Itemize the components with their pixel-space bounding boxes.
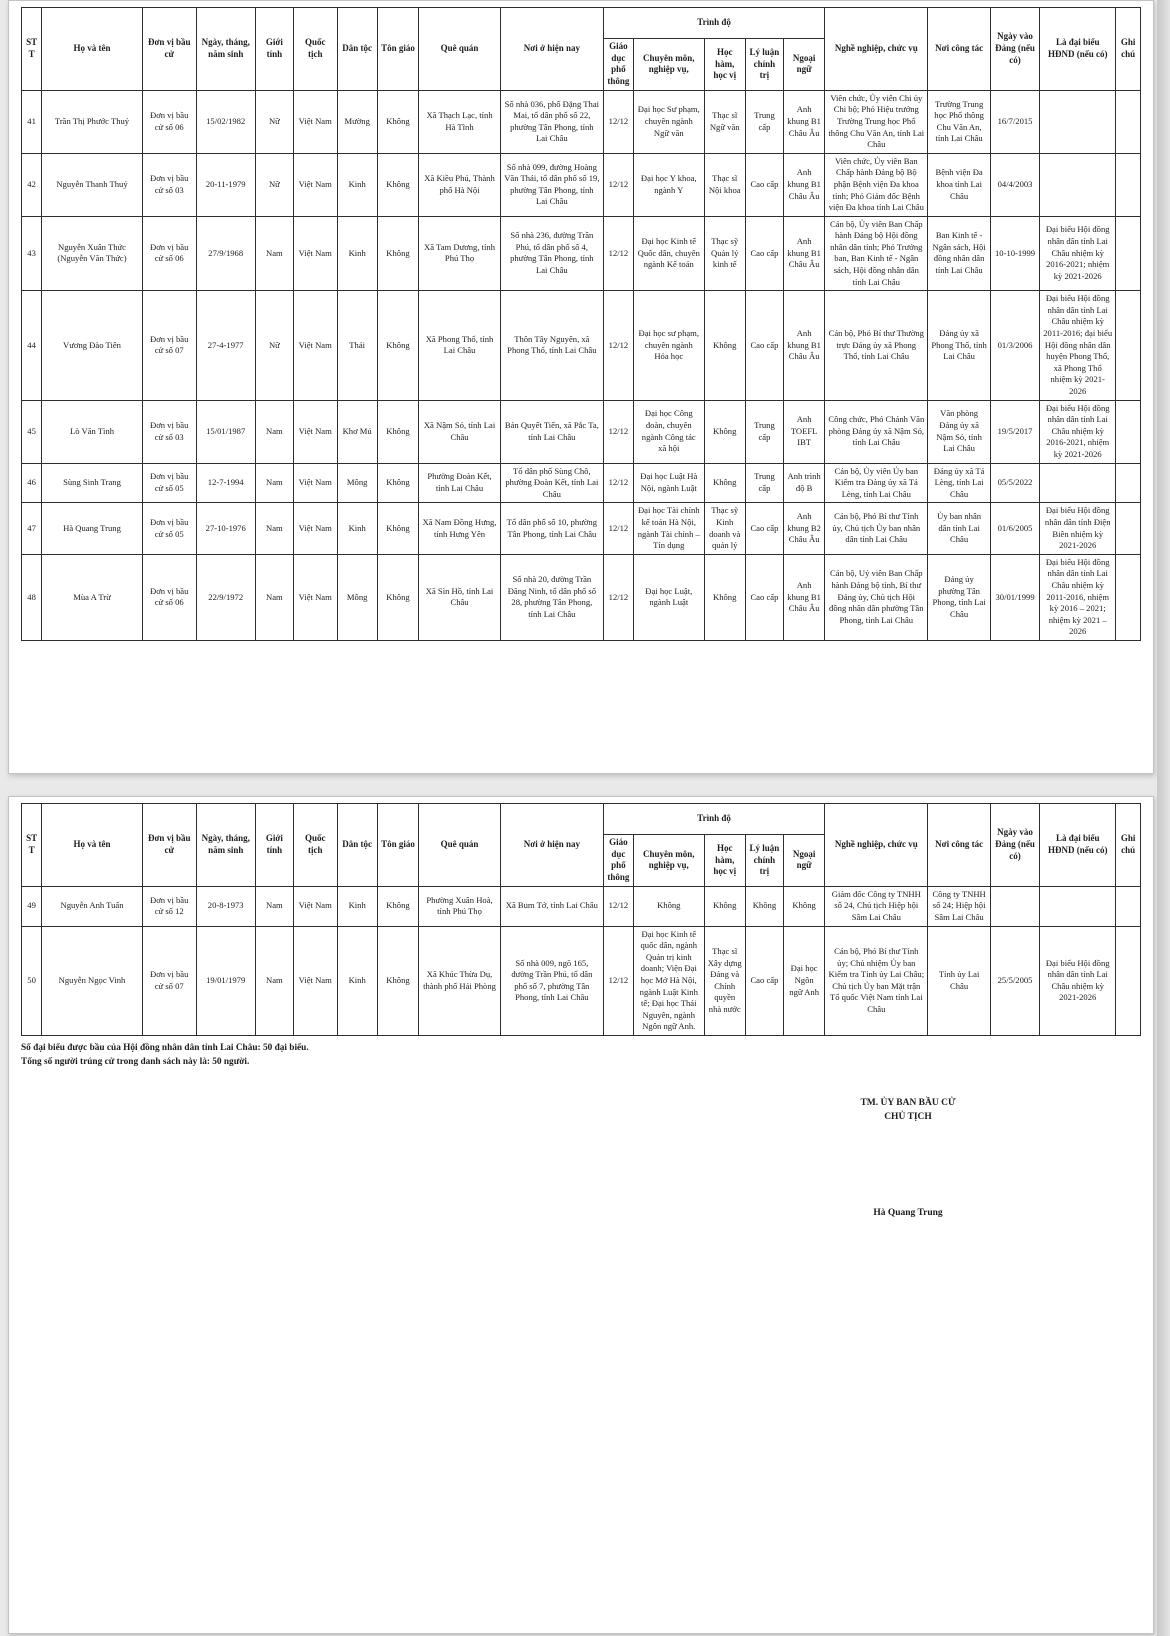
header-hometown: Quê quán	[419, 8, 501, 91]
cell-party-date: 30/01/1999	[990, 554, 1039, 640]
cell-stt: 46	[22, 463, 42, 503]
cell-politics: Trung cấp	[745, 463, 783, 503]
cell-workplace: Đảng ủy xã Tả Lèng, tỉnh Lai Châu	[928, 463, 991, 503]
cell-gender: Nam	[255, 400, 293, 463]
cell-delegate: Đại biểu Hội đồng nhân dân tỉnh Lai Châu nhiệm kỳ 2021-2026	[1040, 926, 1116, 1035]
cell-professional: Đại học Tài chính kế toán Hà Nội, ngành Tài chính – Tín dụng	[634, 503, 704, 554]
header-edu: Giáo dục phổ thông	[603, 835, 633, 887]
cell-party-date: 05/5/2022	[990, 463, 1039, 503]
header-name: Họ và tên	[42, 8, 143, 91]
cell-party-date: 16/7/2015	[990, 90, 1039, 153]
cell-workplace: Tỉnh ủy Lai Châu	[928, 926, 991, 1035]
cell-degree: Thạc sĩ Ngữ văn	[704, 90, 745, 153]
cell-nationality: Việt Nam	[293, 554, 337, 640]
cell-unit: Đơn vị bầu cử số 03	[142, 400, 196, 463]
page-1	[8, 0, 1154, 774]
cell-language: Anh khung B2 Châu Âu	[783, 503, 824, 554]
table-row	[22, 291, 1141, 400]
header-language: Ngoại ngữ	[783, 835, 824, 887]
cell-delegate: Đại biểu Hội đồng nhân dân tỉnh Điện Biên nhiệm kỳ 2021-2026	[1040, 503, 1116, 554]
cell-ethnicity: Kinh	[337, 926, 377, 1035]
cell-degree: Thạc sĩ Nội khoa	[704, 153, 745, 216]
cell-unit: Đơn vị bầu cử số 07	[142, 926, 196, 1035]
cell-note	[1116, 503, 1141, 554]
header-dob: Ngày, tháng, năm sinh	[196, 804, 255, 887]
header-professional: Chuyên môn, nghiệp vụ,	[634, 39, 704, 91]
cell-edu: 12/12	[603, 153, 633, 216]
cell-gender: Nam	[255, 503, 293, 554]
cell-professional: Đại học Công đoàn, chuyên ngành Công tác xã hội	[634, 400, 704, 463]
header-edu: Giáo dục phổ thông	[603, 39, 633, 91]
header-occupation: Nghề nghiệp, chức vụ	[825, 804, 928, 887]
header-dob: Ngày, tháng, năm sinh	[196, 8, 255, 91]
cell-hometown: Xã Nam Đồng Hưng, tỉnh Hưng Yên	[419, 503, 501, 554]
cell-name: Lò Văn Tình	[42, 400, 143, 463]
cell-gender: Nữ	[255, 90, 293, 153]
cell-occupation: Viên chức, Ủy viên Chi ủy Chi bộ; Phó Hiệu trưởng Trường Trung học Phổ thông Chu Văn An, tỉnh Lai Châu	[825, 90, 928, 153]
cell-nationality: Việt Nam	[293, 153, 337, 216]
cell-ethnicity: Mường	[337, 90, 377, 153]
cell-nationality: Việt Nam	[293, 886, 337, 926]
cell-politics: Trung cấp	[745, 90, 783, 153]
header-politics: Lý luận chính trị	[745, 39, 783, 91]
cell-note	[1116, 291, 1141, 400]
cell-unit: Đơn vị bầu cử số 05	[142, 503, 196, 554]
cell-workplace: Trường Trung học Phổ thông Chu Văn An, tỉnh Lai Châu	[928, 90, 991, 153]
cell-note	[1116, 216, 1141, 291]
cell-edu: 12/12	[603, 216, 633, 291]
cell-occupation: Cán bộ, Phó Bí thư Tỉnh ủy, Chủ tịch Ủy ban nhân dân tỉnh Lai Châu	[825, 503, 928, 554]
header-politics: Lý luận chính trị	[745, 835, 783, 887]
cell-ethnicity: Kinh	[337, 503, 377, 554]
cell-stt: 43	[22, 216, 42, 291]
cell-dob: 27/9/1968	[196, 216, 255, 291]
cell-hometown: Phường Đoàn Kết, tỉnh Lai Châu	[419, 463, 501, 503]
header-note: Ghi chú	[1116, 804, 1141, 887]
cell-hometown: Xã Khúc Thừa Dụ, thành phố Hải Phòng	[419, 926, 501, 1035]
table-row	[22, 926, 1141, 1035]
cell-nationality: Việt Nam	[293, 291, 337, 400]
cell-language: Anh TOEFL IBT	[783, 400, 824, 463]
cell-party-date: 01/6/2005	[990, 503, 1039, 554]
cell-language: Anh khung B1 Châu Âu	[783, 554, 824, 640]
cell-dob: 27-10-1976	[196, 503, 255, 554]
cell-unit: Đơn vị bầu cử số 03	[142, 153, 196, 216]
cell-residence: Số nhà 236, đường Trần Phú, tổ dân phố số 4, phường Tân Phong, tỉnh Lai Châu	[500, 216, 603, 291]
cell-religion: Không	[377, 291, 418, 400]
cell-gender: Nam	[255, 463, 293, 503]
header-religion: Tôn giáo	[377, 804, 418, 887]
cell-ethnicity: Thái	[337, 291, 377, 400]
header-qualification-group: Trình độ	[603, 8, 825, 39]
cell-professional: Đại học Kinh tế quốc dân, ngành Quản trị kinh doanh; Viện Đại học Mở Hà Nội, ngành Luật Kinh tế; Đại học Thái Nguyên, ngành Ngôn ngữ Anh.	[634, 926, 704, 1035]
cell-professional: Không	[634, 886, 704, 926]
cell-gender: Nam	[255, 886, 293, 926]
cell-ethnicity: Mông	[337, 554, 377, 640]
cell-politics: Trung cấp	[745, 400, 783, 463]
cell-occupation: Công chức, Phó Chánh Văn phòng Đảng ủy xã Nậm Sỏ, tỉnh Lai Châu	[825, 400, 928, 463]
cell-note	[1116, 886, 1141, 926]
cell-name: Vương Đào Tiên	[42, 291, 143, 400]
cell-degree: Không	[704, 463, 745, 503]
cell-stt: 42	[22, 153, 42, 216]
cell-stt: 45	[22, 400, 42, 463]
cell-stt: 47	[22, 503, 42, 554]
cell-note	[1116, 926, 1141, 1035]
header-nationality: Quốc tịch	[293, 8, 337, 91]
cell-edu: 12/12	[603, 503, 633, 554]
cell-professional: Đại học Sư phạm, chuyên ngành Ngữ văn	[634, 90, 704, 153]
cell-language: Anh khung B1 Châu Âu	[783, 291, 824, 400]
header-occupation: Nghề nghiệp, chức vụ	[825, 8, 928, 91]
cell-ethnicity: Kinh	[337, 216, 377, 291]
cell-residence: Tổ dân phố Sùng Chô, phường Đoàn Kết, tỉnh Lai Châu	[500, 463, 603, 503]
cell-occupation: Cán bộ, Phó Bí thư Tỉnh ủy; Chủ nhiệm Ủy ban Kiểm tra Tỉnh ủy Lai Châu; Chủ tịch Ủy ban Mặt trận Tổ quốc Việt Nam tỉnh Lai Châu	[825, 926, 928, 1035]
cell-delegate: Đại biểu Hội đồng nhân dân tỉnh Lai Châu nhiệm kỳ 2011-2016; đại biểu Hội đồng nhân dân huyện Phong Thổ, xã Phong Thổ nhiệm kỳ 2021-2026	[1040, 291, 1116, 400]
cell-ethnicity: Khơ Mú	[337, 400, 377, 463]
cell-stt: 41	[22, 90, 42, 153]
cell-language: Đại học Ngôn ngữ Anh	[783, 926, 824, 1035]
cell-religion: Không	[377, 400, 418, 463]
cell-dob: 12-7-1994	[196, 463, 255, 503]
cell-workplace: Công ty TNHH số 24; Hiệp hội Sâm Lai Châu	[928, 886, 991, 926]
cell-occupation: Cán bộ, Phó Bí thư Thường trực Đảng ủy xã Phong Thổ, tỉnh Lai Châu	[825, 291, 928, 400]
table-row	[22, 153, 1141, 216]
cell-edu: 12/12	[603, 90, 633, 153]
header-workplace: Nơi công tác	[928, 8, 991, 91]
cell-professional: Đại học sư phạm, chuyên ngành Hóa học	[634, 291, 704, 400]
cell-degree: Không	[704, 886, 745, 926]
cell-residence: Số nhà 036, phố Đặng Thai Mai, tổ dân phố số 22, phường Tân Phong, tỉnh Lai Châu	[500, 90, 603, 153]
cell-nationality: Việt Nam	[293, 216, 337, 291]
cell-residence: Xã Bum Tở, tỉnh Lai Châu	[500, 886, 603, 926]
cell-unit: Đơn vị bầu cử số 06	[142, 554, 196, 640]
cell-edu: 12/12	[603, 554, 633, 640]
cell-name: Sùng Sinh Trang	[42, 463, 143, 503]
cell-occupation: Cán bộ, Ủy viên Ban Chấp hành Đảng bộ Hội đồng nhân dân tỉnh; Phó Trưởng ban, Ban Kinh tế - Ngân sách, Hội đồng nhân dân tỉnh Lai Châu	[825, 216, 928, 291]
cell-workplace: Ban Kinh tế - Ngân sách, Hội đồng nhân dân tỉnh Lai Châu	[928, 216, 991, 291]
cell-hometown: Phường Xuân Hoà, tỉnh Phú Thọ	[419, 886, 501, 926]
cell-occupation: Viên chức, Ủy viên Ban Chấp hành Đảng bộ Bộ phận Bệnh viện Đa khoa tỉnh; Phó Giám đốc Bệnh viện Đa khoa tỉnh Lai Châu	[825, 153, 928, 216]
cell-dob: 27-4-1977	[196, 291, 255, 400]
table-row	[22, 90, 1141, 153]
cell-edu: 12/12	[603, 400, 633, 463]
cell-dob: 20-11-1979	[196, 153, 255, 216]
cell-occupation: Giám đốc Công ty TNHH số 24, Chủ tịch Hiệp hội Sâm Lai Châu	[825, 886, 928, 926]
cell-party-date: 10-10-1999	[990, 216, 1039, 291]
cell-degree: Không	[704, 554, 745, 640]
cell-residence: Thôn Tây Nguyên, xã Phong Thổ, tỉnh Lai Châu	[500, 291, 603, 400]
header-professional: Chuyên môn, nghiệp vụ,	[634, 835, 704, 887]
cell-language: Anh khung B1 Châu Âu	[783, 90, 824, 153]
cell-gender: Nam	[255, 926, 293, 1035]
cell-degree: Không	[704, 400, 745, 463]
table-row	[22, 400, 1141, 463]
cell-religion: Không	[377, 554, 418, 640]
table-row	[22, 463, 1141, 503]
cell-edu: 12/12	[603, 926, 633, 1035]
header-language: Ngoại ngữ	[783, 39, 824, 91]
cell-occupation: Cán bộ, Ủy viên Ủy ban Kiểm tra Đảng ủy xã Tả Lèng, tỉnh Lai Châu	[825, 463, 928, 503]
cell-religion: Không	[377, 503, 418, 554]
delegates-table-page-2	[21, 803, 1141, 1036]
cell-edu: 12/12	[603, 463, 633, 503]
cell-dob: 20-8-1973	[196, 886, 255, 926]
header-religion: Tôn giáo	[377, 8, 418, 91]
cell-name: Nguyễn Ngọc Vinh	[42, 926, 143, 1035]
cell-politics: Cao cấp	[745, 554, 783, 640]
cell-residence: Số nhà 009, ngõ 165, đường Trần Phú, tổ dân phố số 7, phường Tân Phong, tỉnh Lai Châu	[500, 926, 603, 1035]
cell-dob: 19/01/1979	[196, 926, 255, 1035]
cell-name: Nguyễn Anh Tuấn	[42, 886, 143, 926]
cell-occupation: Cán bộ, Uỷ viên Ban Chấp hành Đảng bộ tỉnh, Bí thư Đảng ủy, Chủ tịch Hội đồng nhân dân phường Tân Phong, tỉnh Lai Châu	[825, 554, 928, 640]
cell-politics: Cao cấp	[745, 153, 783, 216]
cell-religion: Không	[377, 216, 418, 291]
cell-religion: Không	[377, 926, 418, 1035]
header-degree: Học hàm, học vị	[704, 39, 745, 91]
table-row	[22, 554, 1141, 640]
cell-ethnicity: Kinh	[337, 153, 377, 216]
cell-delegate: Đại biểu Hội đồng nhân dân tỉnh Lai Châu nhiệm kỳ 2011-2016, nhiệm kỳ 2016 – 2021; nhiệm kỳ 2021 – 2026	[1040, 554, 1116, 640]
signature-block	[793, 1096, 1023, 1221]
header-workplace: Nơi công tác	[928, 804, 991, 887]
cell-workplace: Bệnh viện Đa khoa tỉnh Lai Châu	[928, 153, 991, 216]
cell-dob: 22/9/1972	[196, 554, 255, 640]
cell-hometown: Xã Tam Dương, tỉnh Phú Thọ	[419, 216, 501, 291]
cell-dob: 15/02/1982	[196, 90, 255, 153]
cell-note	[1116, 554, 1141, 640]
cell-language: Anh khung B1 Châu Âu	[783, 153, 824, 216]
cell-name: Trần Thị Phước Thuỷ	[42, 90, 143, 153]
cell-party-date	[990, 886, 1039, 926]
summary-block	[21, 1042, 1141, 1070]
signature-org: TM. ỦY BAN BẦU CỬ	[860, 1097, 956, 1108]
cell-name: Nguyễn Thanh Thuỷ	[42, 153, 143, 216]
cell-gender: Nam	[255, 554, 293, 640]
header-residence: Nơi ở hiện nay	[500, 8, 603, 91]
cell-note	[1116, 400, 1141, 463]
header-gender: Giới tính	[255, 8, 293, 91]
header-unit: Đơn vị bầu cử	[142, 804, 196, 887]
cell-dob: 15/01/1987	[196, 400, 255, 463]
cell-nationality: Việt Nam	[293, 463, 337, 503]
header-stt: STT	[22, 804, 42, 887]
summary-line-elected: Số đại biểu được bầu của Hội đồng nhân dân tỉnh Lai Châu: 50 đại biểu.	[21, 1042, 309, 1053]
cell-residence: Số nhà 099, đường Hoàng Văn Thái, tổ dân phố số 19, phường Tân Phong, tỉnh Lai Châu	[500, 153, 603, 216]
cell-workplace: Đảng ủy phường Tân Phong, tỉnh Lai Châu	[928, 554, 991, 640]
header-unit: Đơn vị bầu cử	[142, 8, 196, 91]
cell-hometown: Xã Thạch Lạc, tỉnh Hà Tĩnh	[419, 90, 501, 153]
table-row	[22, 503, 1141, 554]
cell-nationality: Việt Nam	[293, 400, 337, 463]
cell-note	[1116, 90, 1141, 153]
header-name: Họ và tên	[42, 804, 143, 887]
cell-residence: Bản Quyết Tiến, xã Pắc Ta, tỉnh Lai Châu	[500, 400, 603, 463]
signature-title: CHỦ TỊCH	[884, 1112, 932, 1122]
page-2	[8, 796, 1154, 1634]
header-ethnicity: Dân tộc	[337, 804, 377, 887]
cell-unit: Đơn vị bầu cử số 05	[142, 463, 196, 503]
cell-hometown: Xã Nậm Sỏ, tỉnh Lai Châu	[419, 400, 501, 463]
cell-stt: 44	[22, 291, 42, 400]
cell-language: Anh khung B1 Châu Âu	[783, 216, 824, 291]
header-ethnicity: Dân tộc	[337, 8, 377, 91]
cell-residence: Số nhà 20, đường Trần Đăng Ninh, tổ dân phố số 28, phường Tân Phong, tỉnh Lai Châu	[500, 554, 603, 640]
scrollbar[interactable]	[1157, 0, 1170, 1636]
cell-language: Không	[783, 886, 824, 926]
cell-religion: Không	[377, 153, 418, 216]
cell-nationality: Việt Nam	[293, 926, 337, 1035]
cell-hometown: Xã Phong Thổ, tỉnh Lai Châu	[419, 291, 501, 400]
cell-delegate: Đại biểu Hội đồng nhân dân tỉnh Lai Châu nhiệm kỳ 2016-2021, nhiệm kỳ 2021-2026	[1040, 400, 1116, 463]
cell-unit: Đơn vị bầu cử số 06	[142, 90, 196, 153]
cell-party-date: 04/4/2003	[990, 153, 1039, 216]
cell-edu: 12/12	[603, 886, 633, 926]
cell-name: Nguyễn Xuân Thức (Nguyễn Văn Thức)	[42, 216, 143, 291]
cell-workplace: Ủy ban nhân dân tỉnh Lai Châu	[928, 503, 991, 554]
cell-party-date: 25/5/2005	[990, 926, 1039, 1035]
cell-religion: Không	[377, 886, 418, 926]
header-note: Ghi chú	[1116, 8, 1141, 91]
cell-degree: Không	[704, 291, 745, 400]
cell-residence: Tổ dân phố số 10, phường Tân Phong, tỉnh Lai Châu	[500, 503, 603, 554]
cell-workplace: Đảng ủy xã Phong Thổ, tỉnh Lai Châu	[928, 291, 991, 400]
header-residence: Nơi ở hiện nay	[500, 804, 603, 887]
cell-stt: 50	[22, 926, 42, 1035]
cell-nationality: Việt Nam	[293, 503, 337, 554]
cell-stt: 49	[22, 886, 42, 926]
header-delegate: Là đại biểu HĐND (nếu có)	[1040, 8, 1116, 91]
cell-gender: Nữ	[255, 291, 293, 400]
header-party-date: Ngày vào Đảng (nếu có)	[990, 804, 1039, 887]
cell-party-date: 01/3/2006	[990, 291, 1039, 400]
cell-delegate	[1040, 90, 1116, 153]
cell-politics: Cao cấp	[745, 503, 783, 554]
table-row	[22, 886, 1141, 926]
cell-stt: 48	[22, 554, 42, 640]
cell-note	[1116, 153, 1141, 216]
cell-unit: Đơn vị bầu cử số 12	[142, 886, 196, 926]
cell-degree: Thạc sỹ Kinh doanh và quản lý	[704, 503, 745, 554]
cell-politics: Không	[745, 886, 783, 926]
cell-religion: Không	[377, 90, 418, 153]
summary-line-total: Tổng số người trúng cử trong danh sách này là: 50 người.	[21, 1056, 250, 1067]
cell-party-date: 19/5/2017	[990, 400, 1039, 463]
cell-delegate	[1040, 463, 1116, 503]
cell-politics: Cao cấp	[745, 291, 783, 400]
cell-delegate: Đại biểu Hội đồng nhân dân tỉnh Lai Châu nhiệm kỳ 2016-2021; nhiệm kỳ 2021-2026	[1040, 216, 1116, 291]
header-party-date: Ngày vào Đảng (nếu có)	[990, 8, 1039, 91]
header-qualification-group: Trình độ	[603, 804, 825, 835]
cell-unit: Đơn vị bầu cử số 06	[142, 216, 196, 291]
cell-gender: Nữ	[255, 153, 293, 216]
cell-name: Mùa A Trừ	[42, 554, 143, 640]
cell-gender: Nam	[255, 216, 293, 291]
cell-politics: Cao cấp	[745, 926, 783, 1035]
cell-professional: Đại học Kinh tế Quốc dân, chuyên ngành Kế toán	[634, 216, 704, 291]
header-degree: Học hàm, học vị	[704, 835, 745, 887]
cell-hometown: Xã Kiều Phú, Thành phố Hà Nội	[419, 153, 501, 216]
table-row	[22, 216, 1141, 291]
header-hometown: Quê quán	[419, 804, 501, 887]
header-delegate: Là đại biểu HĐND (nếu có)	[1040, 804, 1116, 887]
cell-politics: Cao cấp	[745, 216, 783, 291]
cell-delegate	[1040, 153, 1116, 216]
cell-edu: 12/12	[603, 291, 633, 400]
cell-delegate	[1040, 886, 1116, 926]
cell-language: Anh trình độ B	[783, 463, 824, 503]
cell-note	[1116, 463, 1141, 503]
cell-professional: Đại học Luật, ngành Luật	[634, 554, 704, 640]
cell-nationality: Việt Nam	[293, 90, 337, 153]
cell-professional: Đại học Luật Hà Nội, ngành Luật	[634, 463, 704, 503]
cell-workplace: Văn phòng Đảng ủy xã Nậm Sỏ, tỉnh Lai Châu	[928, 400, 991, 463]
delegates-table-page-1	[21, 7, 1141, 641]
header-stt: STT	[22, 8, 42, 91]
header-nationality: Quốc tịch	[293, 804, 337, 887]
cell-name: Hà Quang Trung	[42, 503, 143, 554]
cell-professional: Đại học Y khoa, ngành Y	[634, 153, 704, 216]
cell-religion: Không	[377, 463, 418, 503]
cell-ethnicity: Kinh	[337, 886, 377, 926]
cell-ethnicity: Mông	[337, 463, 377, 503]
cell-degree: Thạc sĩ Xây dựng Đảng và Chính quyền nhà nước	[704, 926, 745, 1035]
header-gender: Giới tính	[255, 804, 293, 887]
cell-degree: Thạc sỹ Quản lý kinh tế	[704, 216, 745, 291]
cell-hometown: Xã Sìn Hồ, tỉnh Lai Châu	[419, 554, 501, 640]
signature-name: Hà Quang Trung	[873, 1208, 943, 1219]
cell-unit: Đơn vị bầu cử số 07	[142, 291, 196, 400]
